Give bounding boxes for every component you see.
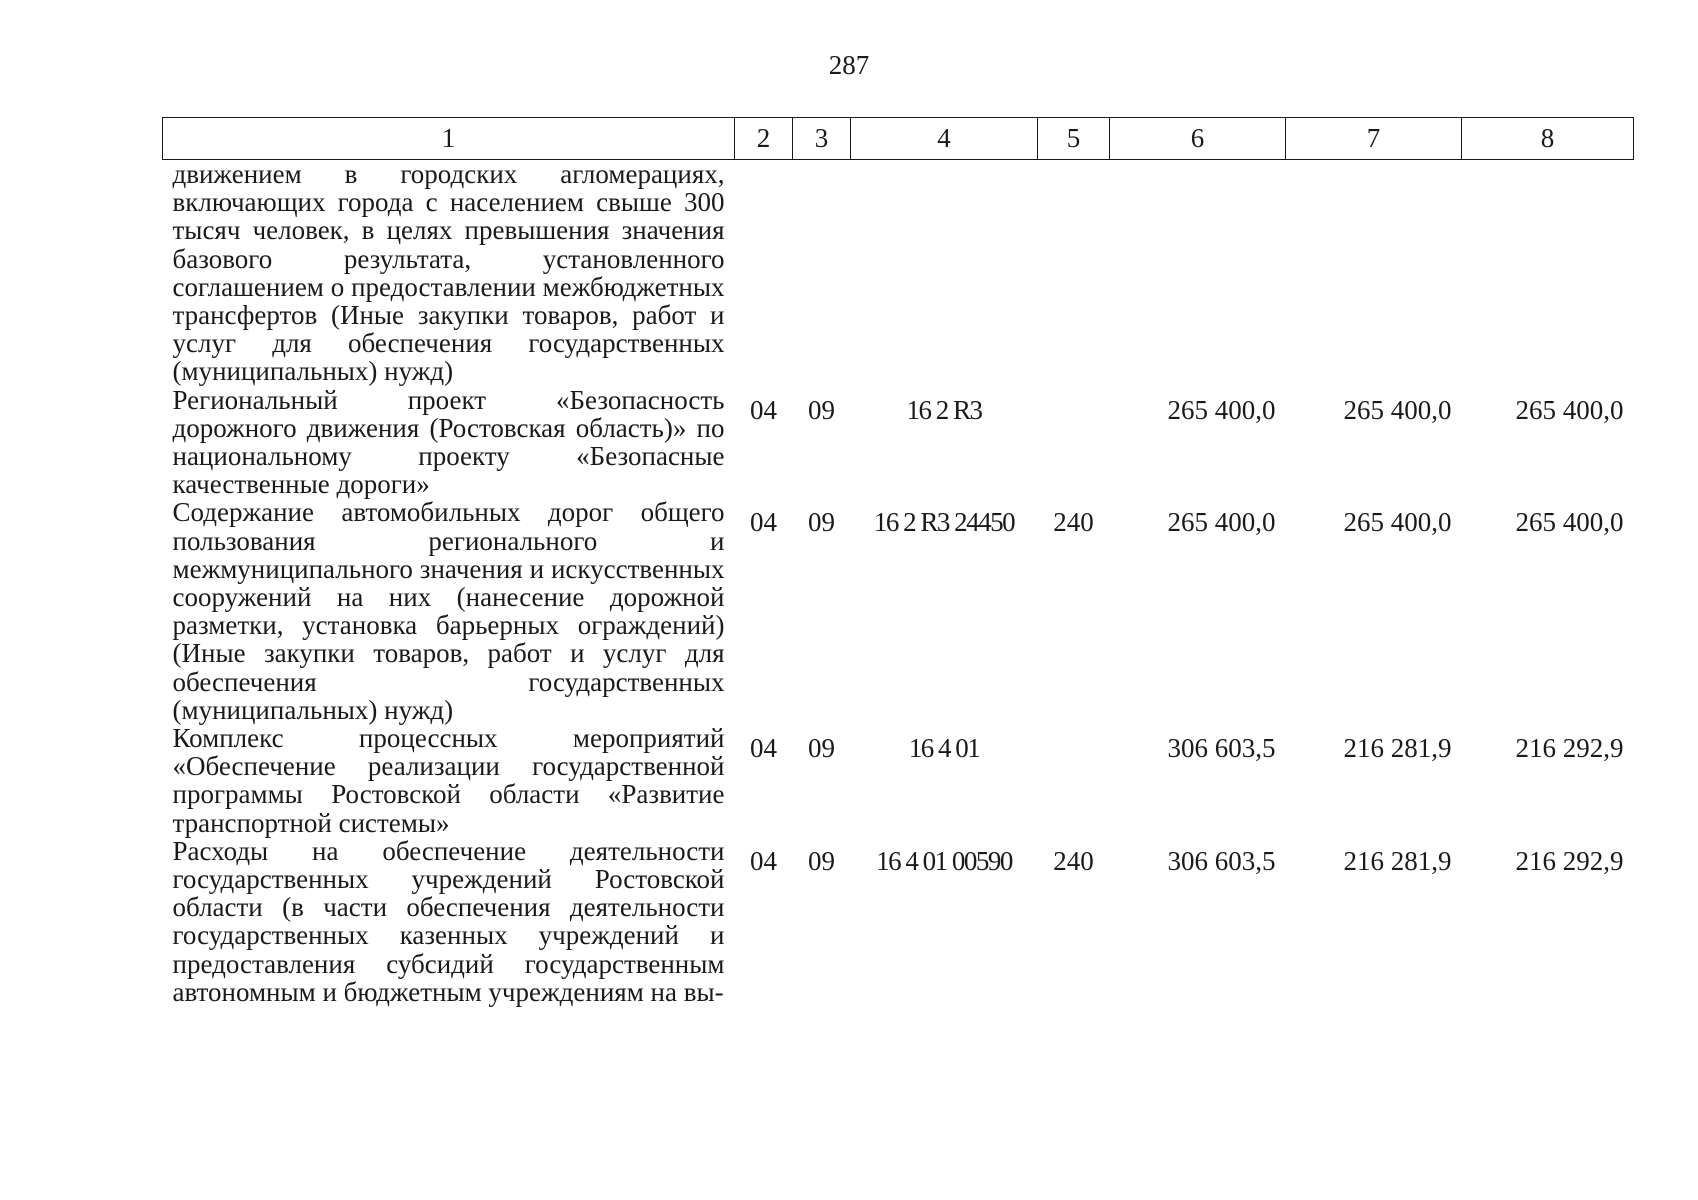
target-article-code: 16 2 R3 (906, 394, 982, 425)
target-article-code (851, 160, 1038, 386)
amount-col-7: 216 281,9 (1343, 733, 1452, 764)
table-row (163, 386, 1634, 499)
column-header-8: 8 (1462, 118, 1634, 160)
row-description: Комплекс процессных мероприятий «Обеспечение реализации государственной программы Ростовской области «Развитие транспортной системы» (172, 723, 725, 838)
section-code (735, 160, 793, 386)
table-row (163, 498, 1634, 724)
expense-type-code: 240 (1053, 507, 1094, 538)
row-description: Содержание автомобильных дорог общего пользования регионального и межмуниципального значения и искусственных сооружений на них (нанесение дорожной разметки, установка барьерных ограждений) (Иные закупки товаров, работ и услуг для обеспечения государственных (муниципальных) нужд) (172, 497, 725, 725)
amount-col-7: 265 400,0 (1343, 394, 1452, 425)
column-header-1: 1 (163, 118, 735, 160)
table-body (163, 160, 1634, 1007)
amount-col-8: 216 292,9 (1515, 845, 1624, 876)
expense-type-code (1038, 386, 1110, 499)
column-header-7: 7 (1286, 118, 1462, 160)
page-number: 287 (828, 50, 870, 80)
expense-type-code: 240 (1053, 845, 1094, 876)
column-header-2: 2 (735, 118, 793, 160)
section-code: 04 (750, 394, 777, 425)
subsection-code: 09 (808, 394, 835, 425)
row-description: Региональный проект «Безопасность дорожного движения (Ростовская область)» по национальному проекту «Безопасные качественные дороги» (172, 384, 725, 500)
amount-col-8: 216 292,9 (1515, 733, 1624, 764)
expense-type-code (1038, 160, 1110, 386)
amount-col-6: 306 603,5 (1167, 845, 1276, 876)
subsection-code: 09 (808, 507, 835, 538)
amount-col-8: 265 400,0 (1515, 394, 1624, 425)
section-code: 04 (750, 507, 777, 538)
amount-col-6: 265 400,0 (1167, 507, 1276, 538)
column-header-4: 4 (851, 118, 1038, 160)
target-article-code: 16 4 01 (908, 733, 980, 764)
column-header-6: 6 (1110, 118, 1286, 160)
table-row (163, 837, 1634, 1006)
column-header-5: 5 (1038, 118, 1110, 160)
amount-col-7 (1286, 160, 1462, 386)
amount-col-8 (1462, 160, 1634, 386)
row-description: движением в городских агломерациях, включающих города с населением свыше 300 тысяч человек, в целях превышения значения базового результата, установленного соглашением о предоставлении межбюджетных трансфертов (Иные закупки товаров, работ и услуг для обеспечения государственных (муниципальных) нужд) (172, 159, 725, 387)
target-article-code: 16 4 01 00590 (876, 845, 1012, 876)
subsection-code: 09 (808, 845, 835, 876)
budget-table (162, 117, 1634, 1006)
amount-col-6: 265 400,0 (1167, 394, 1276, 425)
amount-col-6: 306 603,5 (1167, 733, 1276, 764)
column-header-3: 3 (793, 118, 851, 160)
subsection-code: 09 (808, 733, 835, 764)
section-code: 04 (750, 733, 777, 764)
amount-col-8: 265 400,0 (1515, 507, 1624, 538)
expense-type-code (1038, 724, 1110, 837)
table-header (163, 118, 1634, 160)
target-article-code: 16 2 R3 24450 (873, 507, 1015, 538)
table-row (163, 724, 1634, 837)
table-row (163, 160, 1634, 386)
section-code: 04 (750, 845, 777, 876)
amount-col-7: 265 400,0 (1343, 507, 1452, 538)
amount-col-7: 216 281,9 (1343, 845, 1452, 876)
subsection-code (793, 160, 851, 386)
row-description: Расходы на обеспечение деятельности государственных учреждений Ростовской области (в части обеспечения деятельности государственных казенных учреждений и предоставления субсидий государственным автономным и бюджетным учреждениям на вы- (172, 835, 725, 1007)
amount-col-6 (1110, 160, 1286, 386)
